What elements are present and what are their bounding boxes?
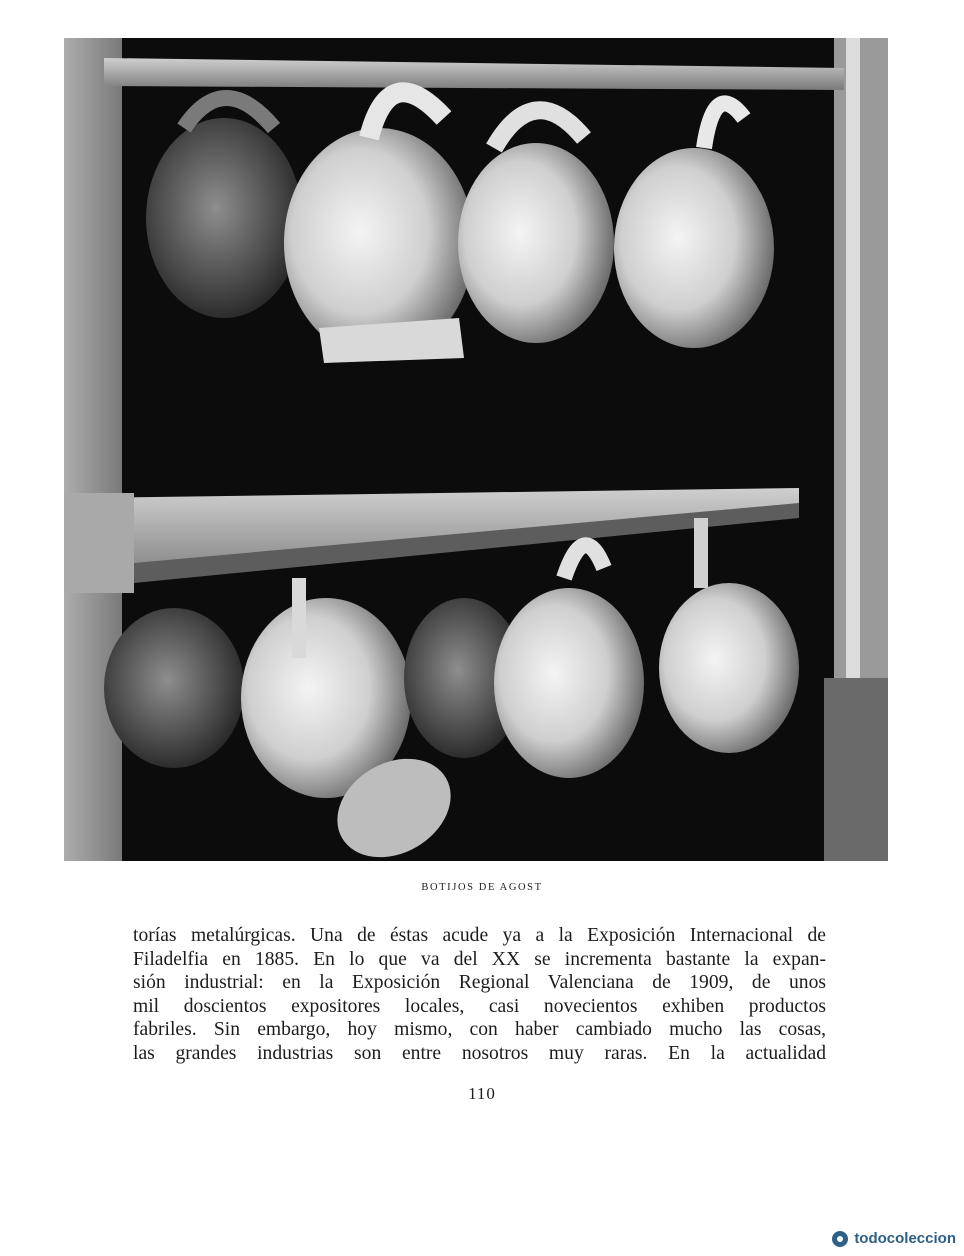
watermark-text: todocoleccion (854, 1230, 956, 1247)
body-line: las grandes industrias son entre nosotros muy raras. En la actualidad (133, 1042, 826, 1064)
body-line: mil doscientos expositores locales, casi novecientos exhiben productos (133, 995, 826, 1017)
photograph-artwork (64, 38, 888, 861)
body-paragraph (133, 924, 826, 1066)
body-line: sión industrial: en la Exposición Regional Valenciana de 1909, de unos (133, 972, 826, 994)
photograph-botijos (64, 38, 888, 861)
body-line: Filadelfia en 1885. En lo que va del XX se incrementa bastante la expan- (133, 948, 826, 970)
photo-caption: BOTIJOS DE AGOST (421, 882, 543, 893)
page-number: 110 (468, 1084, 496, 1103)
body-line: fabriles. Sin embargo, hoy mismo, con haber cambiado mucho las cosas, (133, 1019, 826, 1041)
watermark (832, 1230, 956, 1247)
body-line: torías metalúrgicas. Una de éstas acude ya a la Exposición Internacional de (133, 925, 826, 946)
todocoleccion-logo-icon (832, 1231, 848, 1247)
